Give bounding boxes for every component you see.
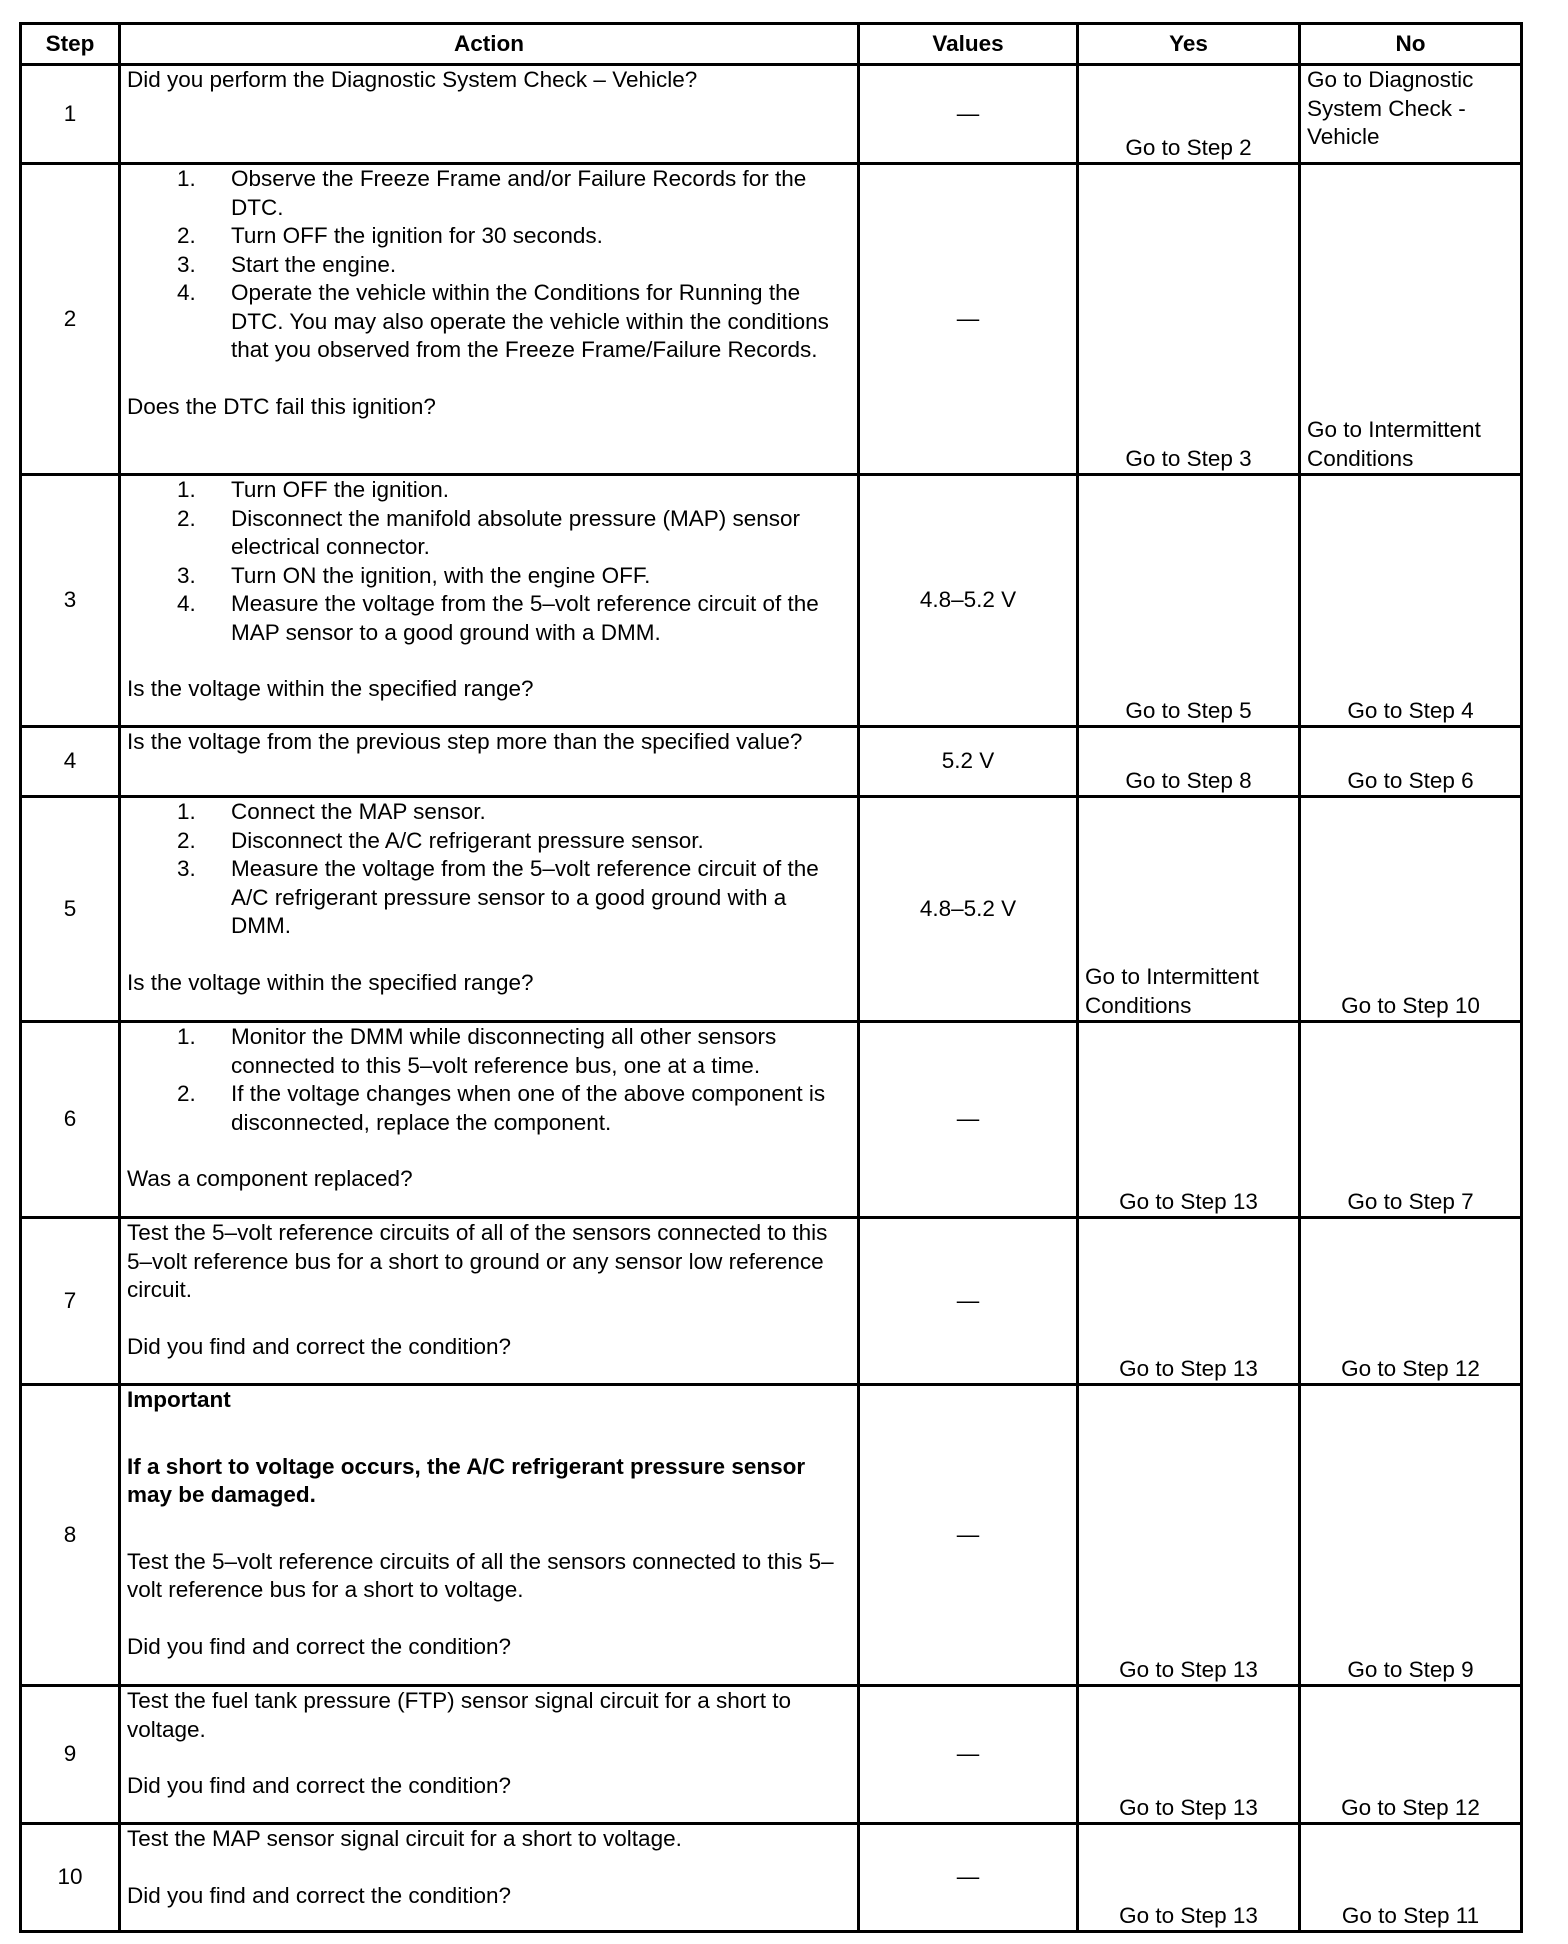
instruction-list <box>127 476 851 647</box>
action-cell <box>120 1218 859 1385</box>
list-item: 2. If the voltage changes when one of the above component is disconnected, replace the component. <box>177 1081 826 1135</box>
values-cell: 4.8–5.2 V <box>859 475 1078 727</box>
values-cell: — <box>859 1824 1078 1932</box>
values-cell: — <box>859 1218 1078 1385</box>
yes-cell: Go to Step 5 <box>1078 475 1300 727</box>
question-text: Is the voltage from the previous step more than the specified value? <box>127 729 803 754</box>
list-item: 3. Start the engine. <box>177 251 397 277</box>
step-number: 8 <box>21 1385 120 1686</box>
step-number: 3 <box>21 475 120 727</box>
action-cell <box>120 797 859 1022</box>
step-number: 4 <box>21 727 120 797</box>
no-cell: Go to Step 12 <box>1300 1218 1522 1385</box>
question-text: Did you perform the Diagnostic System Check – Vehicle? <box>127 67 698 92</box>
list-item: 2. Disconnect the manifold absolute pressure (MAP) sensor electrical connector. <box>177 505 801 559</box>
table-row <box>21 727 1522 797</box>
no-cell: Go to Step 6 <box>1300 727 1522 797</box>
question-text: Was a component replaced? <box>127 1166 413 1191</box>
table-row <box>21 1218 1522 1385</box>
step-number: 9 <box>21 1686 120 1824</box>
instruction-list <box>127 165 851 365</box>
step-number: 6 <box>21 1022 120 1218</box>
question-text: Did you find and correct the condition? <box>127 1333 511 1359</box>
step-number: 2 <box>21 164 120 475</box>
instruction-list <box>127 798 851 941</box>
table-row <box>21 1022 1522 1218</box>
table-row <box>21 164 1522 475</box>
yes-cell: Go to Intermittent Conditions <box>1078 797 1300 1022</box>
table-row <box>21 1686 1522 1824</box>
table-row <box>21 1824 1522 1932</box>
header-action: Action <box>120 24 859 65</box>
action-cell <box>120 1022 859 1218</box>
question-text: Did you find and correct the condition? <box>127 1882 511 1908</box>
instruction-text: Test the fuel tank pressure (FTP) sensor signal circuit for a short to voltage. <box>127 1688 792 1742</box>
values-cell: — <box>859 1686 1078 1824</box>
action-cell <box>120 1385 859 1686</box>
header-row <box>21 24 1522 65</box>
yes-cell: Go to Step 2 <box>1078 65 1300 164</box>
diagnostic-table <box>19 22 1523 1933</box>
values-cell: — <box>859 65 1078 164</box>
instruction-text: Test the MAP sensor signal circuit for a short to voltage. <box>127 1826 682 1851</box>
yes-cell: Go to Step 13 <box>1078 1686 1300 1824</box>
question-text: Does the DTC fail this ignition? <box>127 393 436 419</box>
action-cell <box>120 727 859 797</box>
instruction-text: Test the 5–volt reference circuits of all the sensors connected to this 5–volt reference bus for a short to voltage. <box>127 1548 834 1602</box>
list-item: 1. Monitor the DMM while disconnecting all other sensors connected to this 5–volt reference bus, one at a time. <box>177 1024 777 1078</box>
yes-cell: Go to Step 13 <box>1078 1824 1300 1932</box>
list-item: 3. Turn ON the ignition, with the engine OFF. <box>177 562 651 588</box>
list-item: 1. Turn OFF the ignition. <box>177 477 450 502</box>
question-text: Did you find and correct the condition? <box>127 1773 511 1798</box>
question-text: Is the voltage within the specified range? <box>127 676 534 701</box>
no-cell: Go to Step 10 <box>1300 797 1522 1022</box>
values-cell: — <box>859 1385 1078 1686</box>
values-cell: — <box>859 164 1078 475</box>
no-cell: Go to Diagnostic System Check - Vehicle <box>1300 65 1522 164</box>
question-text: Did you find and correct the condition? <box>127 1633 511 1659</box>
list-item: 2. Disconnect the A/C refrigerant pressure sensor. <box>177 827 704 853</box>
important-label: Important <box>127 1387 231 1412</box>
action-cell <box>120 1686 859 1824</box>
table-row <box>21 65 1522 164</box>
action-cell <box>120 1824 859 1932</box>
action-cell <box>120 164 859 475</box>
header-step: Step <box>21 24 120 65</box>
step-number: 5 <box>21 797 120 1022</box>
values-cell: 5.2 V <box>859 727 1078 797</box>
table-row <box>21 797 1522 1022</box>
header-no: No <box>1300 24 1522 65</box>
yes-cell: Go to Step 13 <box>1078 1385 1300 1686</box>
no-cell: Go to Step 4 <box>1300 475 1522 727</box>
step-number: 10 <box>21 1824 120 1932</box>
action-cell <box>120 65 859 164</box>
step-number: 7 <box>21 1218 120 1385</box>
no-cell: Go to Step 7 <box>1300 1022 1522 1218</box>
values-cell: 4.8–5.2 V <box>859 797 1078 1022</box>
list-item: 2. Turn OFF the ignition for 30 seconds. <box>177 223 603 248</box>
instruction-list <box>127 1023 851 1137</box>
instruction-text: Test the 5–volt reference circuits of all of the sensors connected to this 5–volt reference bus for a short to ground or any sensor low reference circuit. <box>127 1220 828 1302</box>
no-cell: Go to Intermittent Conditions <box>1300 164 1522 475</box>
table-row <box>21 1385 1522 1686</box>
header-yes: Yes <box>1078 24 1300 65</box>
yes-cell: Go to Step 13 <box>1078 1218 1300 1385</box>
yes-cell: Go to Step 13 <box>1078 1022 1300 1218</box>
list-item: 3. Measure the voltage from the 5–volt reference circuit of the A/C refrigerant pressure sensor to a good ground with a DMM. <box>177 856 819 938</box>
important-note: If a short to voltage occurs, the A/C refrigerant pressure sensor may be damaged. <box>127 1453 806 1507</box>
yes-cell: Go to Step 3 <box>1078 164 1300 475</box>
question-text: Is the voltage within the specified range? <box>127 969 534 995</box>
no-cell: Go to Step 12 <box>1300 1686 1522 1824</box>
list-item: 1. Observe the Freeze Frame and/or Failure Records for the DTC. <box>177 166 807 220</box>
list-item: 4. Measure the voltage from the 5–volt reference circuit of the MAP sensor to a good ground with a DMM. <box>177 591 819 645</box>
list-item: 1. Connect the MAP sensor. <box>177 799 486 824</box>
step-number: 1 <box>21 65 120 164</box>
table-row <box>21 475 1522 727</box>
header-values: Values <box>859 24 1078 65</box>
no-cell: Go to Step 11 <box>1300 1824 1522 1932</box>
action-cell <box>120 475 859 727</box>
list-item: 4. Operate the vehicle within the Conditions for Running the DTC. You may also operate the vehicle within the conditions that you observed from the Freeze Frame/Failure Records. <box>177 280 829 362</box>
no-cell: Go to Step 9 <box>1300 1385 1522 1686</box>
yes-cell: Go to Step 8 <box>1078 727 1300 797</box>
values-cell: — <box>859 1022 1078 1218</box>
